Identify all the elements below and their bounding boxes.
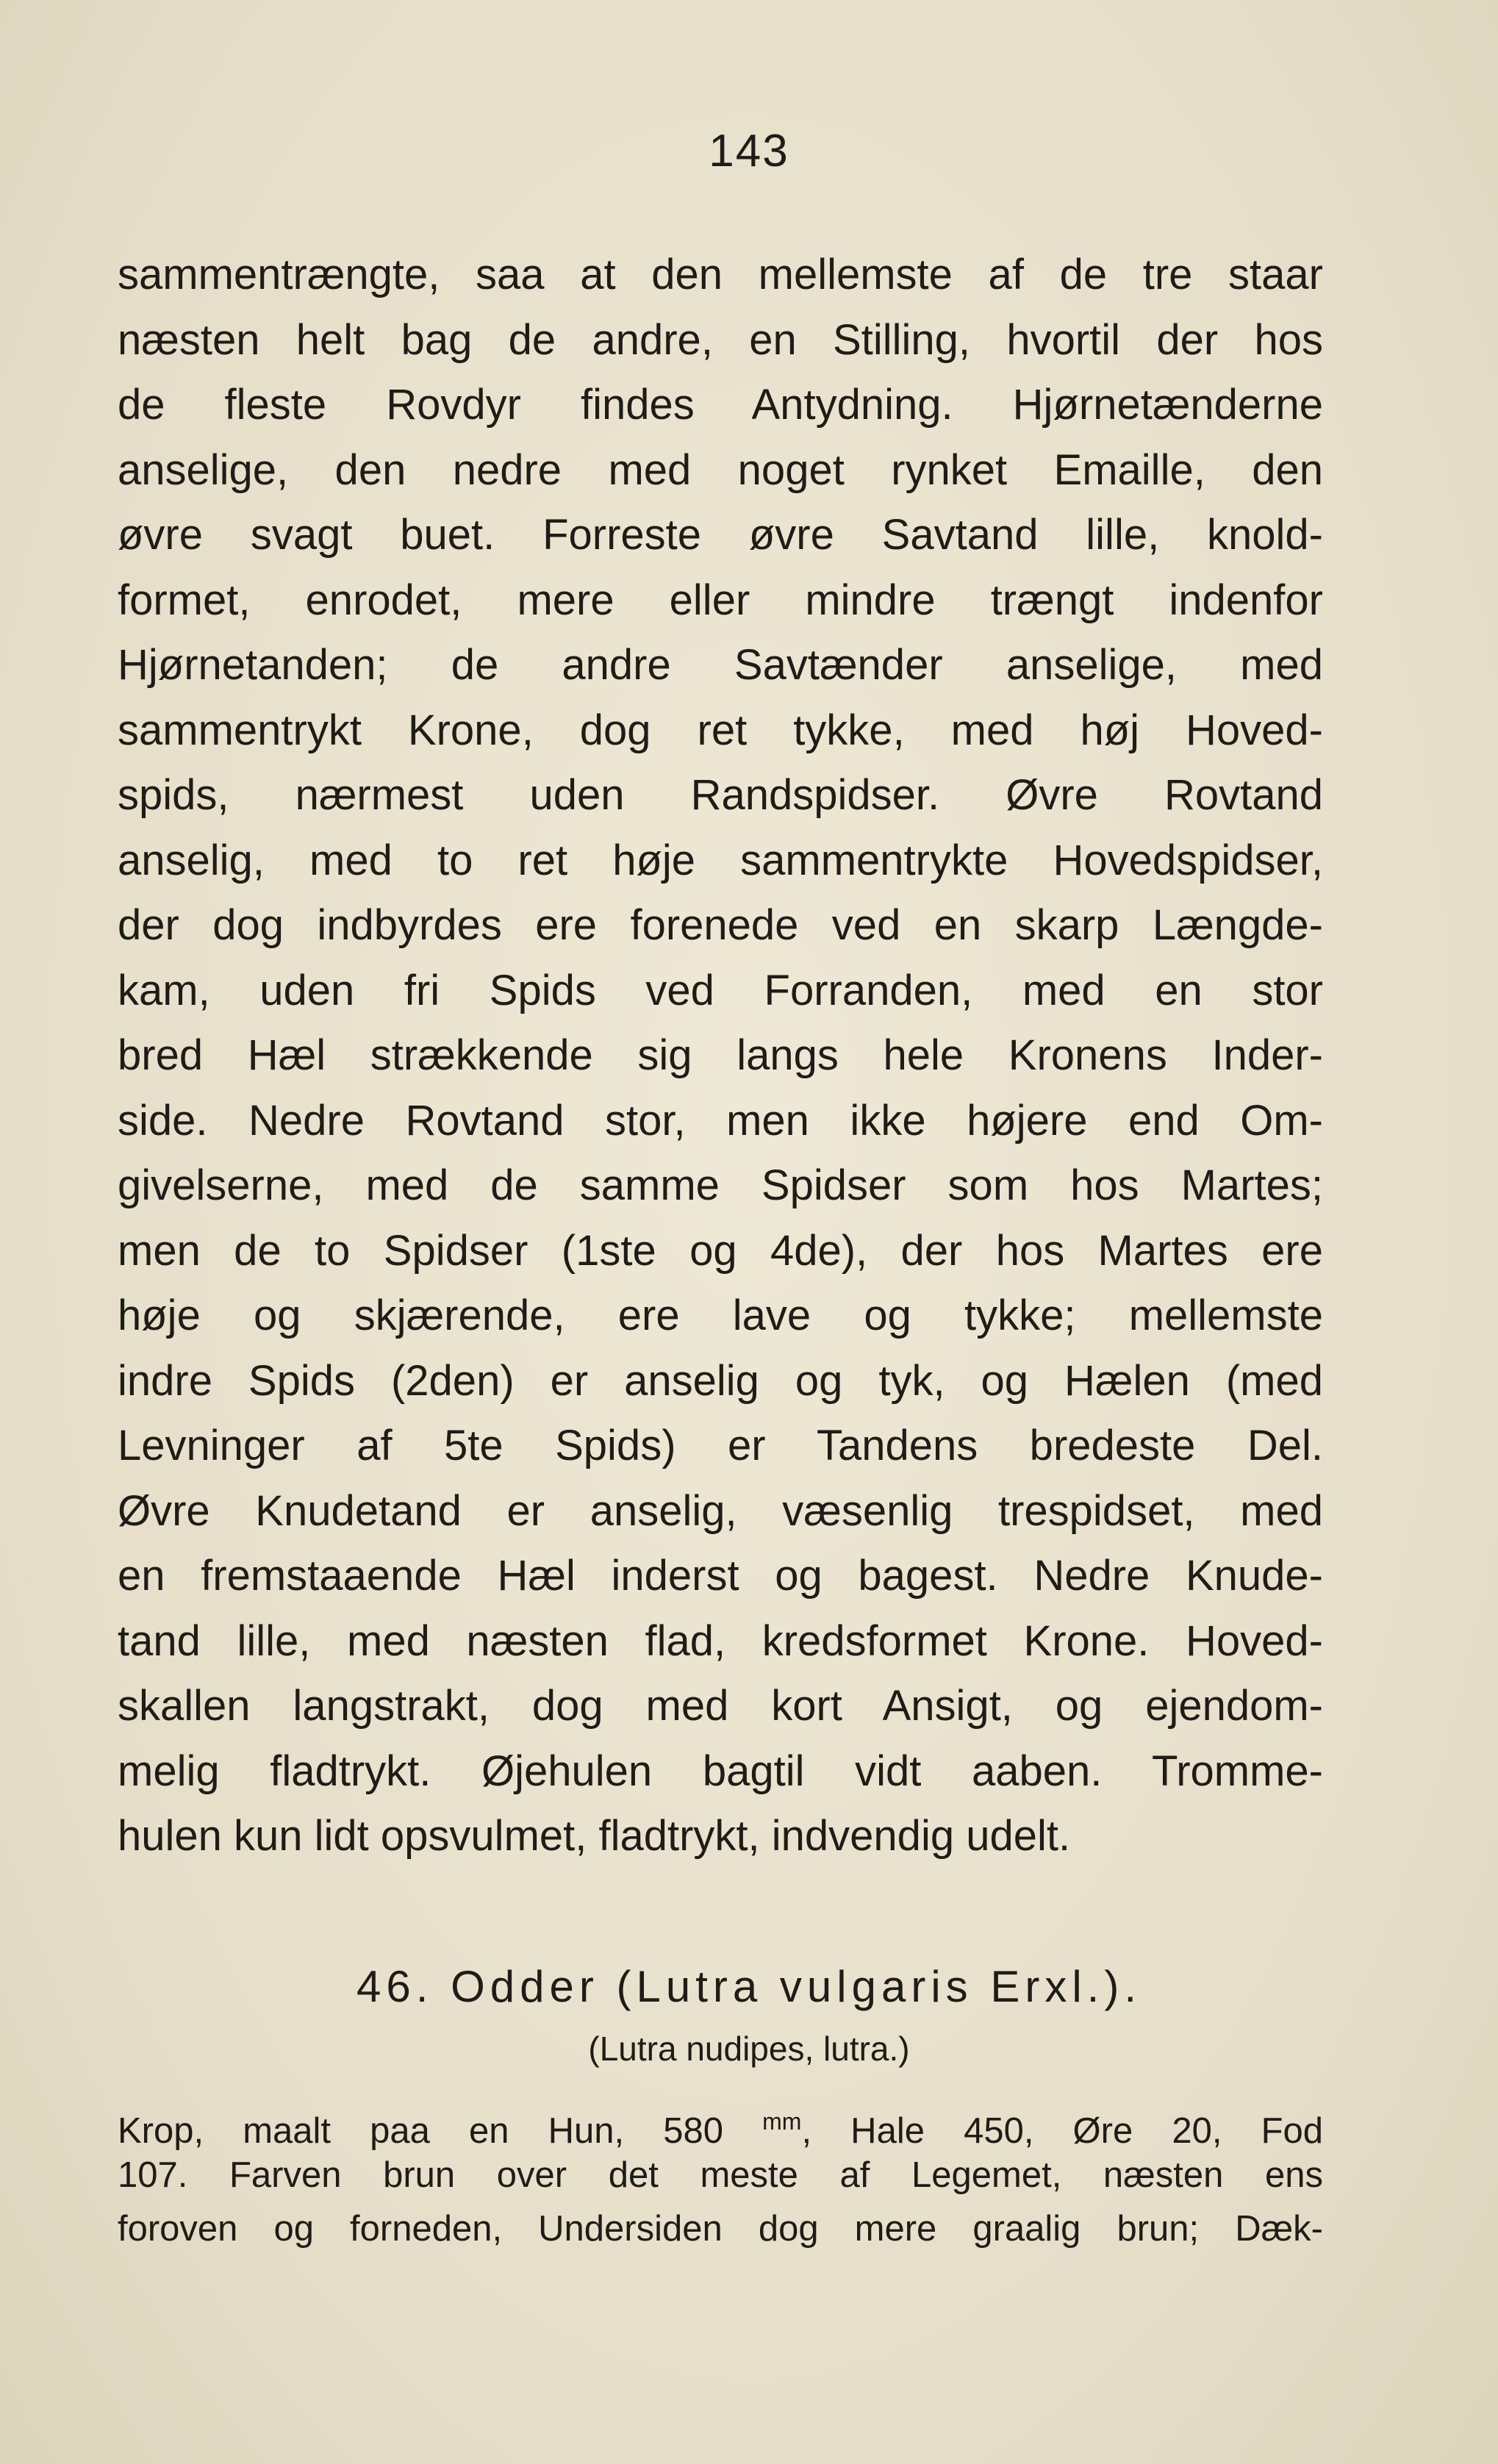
measurement-text: Krop, maalt paa en Hun, 580 xyxy=(118,2111,763,2151)
text-line: der dog indbyrdes ere forenede ved en skarp Længde- xyxy=(118,901,1323,949)
text-line: side. Nedre Rovtand stor, men ikke højere end Om- xyxy=(118,1096,1323,1145)
unit-superscript: mm xyxy=(762,2108,802,2135)
page-number: 143 xyxy=(709,126,789,176)
text-line: øvre svagt buet. Forreste øvre Savtand lille, knold- xyxy=(118,511,1323,559)
text-line: Levninger af 5te Spids) er Tandens bredeste Del. xyxy=(118,1422,1323,1469)
text-line: de fleste Rovdyr findes Antydning. Hjørnetænderne xyxy=(118,381,1323,429)
section-paragraph xyxy=(118,2095,1323,2256)
text-line: Øvre Knudetand er anselig, væsenlig trespidset, med xyxy=(118,1486,1323,1535)
text-line: sammentrykt Krone, dog ret tykke, med høj Hoved- xyxy=(118,706,1323,754)
text-line: en fremstaaende Hæl inderst og bagest. Nedre Knude- xyxy=(118,1552,1323,1600)
text-line: melig fladtrykt. Øjehulen bagtil vidt aaben. Tromme- xyxy=(118,1747,1323,1795)
text-line: Hjørnetanden; de andre Savtænder anselige, med xyxy=(118,641,1323,689)
text-line: spids, nærmest uden Randspidser. Øvre Rovtand xyxy=(118,771,1323,819)
text-line: anselige, den nedre med noget rynket Emaille, den xyxy=(118,445,1323,494)
text-line: givelserne, med de samme Spidser som hos Martes; xyxy=(118,1161,1323,1209)
text-line: næsten helt bag de andre, en Stilling, hvortil der hos xyxy=(118,315,1323,364)
body-paragraph xyxy=(118,243,1323,1869)
text-line: 107. Farven brun over det meste af Legemet, næsten ens xyxy=(118,2155,1323,2195)
section-subheading: (Lutra nudipes, lutra.) xyxy=(588,2030,910,2068)
text-line: indre Spids (2den) er anselig og tyk, og Hælen (med xyxy=(118,1356,1323,1405)
text-line: kam, uden fri Spids ved Forranden, med en stor xyxy=(118,966,1323,1014)
text-line: hulen kun lidt opsvulmet, fladtrykt, indvendig udelt. xyxy=(118,1812,1071,1860)
text-line: foroven og forneden, Undersiden dog mere graalig brun; Dæk- xyxy=(118,2209,1323,2249)
text-line: høje og skjærende, ere lave og tykke; mellemste xyxy=(118,1292,1323,1339)
measurement-text-continued: , Hale 450, Øre 20, Fod xyxy=(801,2111,1324,2151)
text-line: tand lille, med næsten flad, kredsformet Krone. Hoved- xyxy=(118,1616,1323,1665)
text-line: sammentrængte, saa at den mellemste af de tre staar xyxy=(118,251,1323,298)
text-line: anselig, med to ret høje sammentrykte Hovedspidser, xyxy=(118,836,1323,884)
text-line xyxy=(118,2095,1323,2149)
text-line: skallen langstrakt, dog med kort Ansigt, og ejendom- xyxy=(118,1682,1323,1730)
text-line: bred Hæl strækkende sig langs hele Kronens Inder- xyxy=(118,1031,1323,1079)
section-heading: 46. Odder (Lutra vulgaris Erxl.). xyxy=(356,1962,1142,2011)
text-line: formet, enrodet, mere eller mindre trængt indenfor xyxy=(118,576,1323,624)
text-line: men de to Spidser (1ste og 4de), der hos Martes ere xyxy=(118,1226,1323,1275)
